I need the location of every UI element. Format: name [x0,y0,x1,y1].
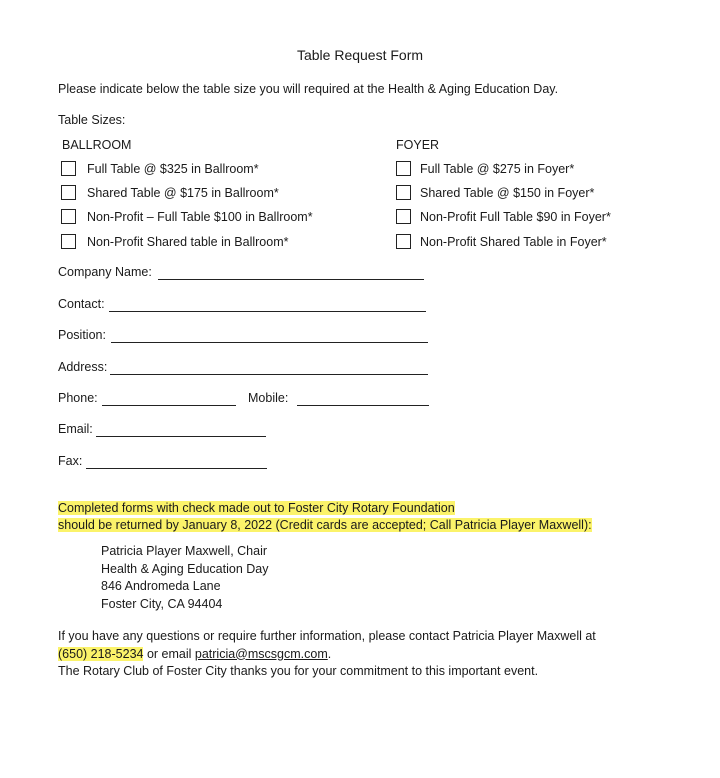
fax-field[interactable] [86,468,267,469]
address-line-4: Foster City, CA 94404 [101,596,223,611]
page-title: Table Request Form [296,47,424,63]
foyer-nonprofit-full-label: Non-Profit Full Table $90 in Foyer* [420,210,611,224]
ballroom-nonprofit-full-label: Non-Profit – Full Table $100 in Ballroom* [87,210,313,224]
ballroom-heading: BALLROOM [62,138,132,152]
ballroom-full-label: Full Table @ $325 in Ballroom* [87,162,259,176]
address-line-2: Health & Aging Education Day [101,561,269,576]
footer-text [58,628,596,681]
foyer-shared-label: Shared Table @ $150 in Foyer* [420,186,595,200]
mailing-address [101,543,268,613]
footer-period: . [327,646,332,661]
contact-field[interactable] [109,311,426,312]
foyer-heading: FOYER [396,138,440,152]
ballroom-full-checkbox[interactable] [61,161,76,176]
intro-text: Please indicate below the table size you will required at the Health & Aging Education Day. [58,82,559,96]
foyer-shared-checkbox[interactable] [396,185,411,200]
return-notice [58,500,592,534]
ballroom-shared-label: Shared Table @ $175 in Ballroom* [87,186,279,200]
ballroom-shared-checkbox[interactable] [61,185,76,200]
footer-line-1: If you have any questions or require further information, please contact Patricia Player Maxwell at [58,629,596,643]
foyer-nonprofit-shared-checkbox[interactable] [396,234,411,249]
email-field[interactable] [96,436,266,437]
table-sizes-label: Table Sizes: [58,113,126,127]
company-name-label: Company Name: [58,265,152,279]
position-label: Position: [58,328,106,342]
contact-phone: (650) 218-5234 [58,646,144,661]
footer-line-2 [58,646,596,664]
company-name-field[interactable] [158,279,424,280]
footer-line-3: The Rotary Club of Foster City thanks you for your commitment to this important event. [58,664,539,678]
address-line-1: Patricia Player Maxwell, Chair [101,544,268,558]
address-field[interactable] [110,374,428,375]
or-email-text: or email [143,646,195,661]
foyer-nonprofit-full-checkbox[interactable] [396,209,411,224]
mobile-label: Mobile: [248,391,289,405]
email-label: Email: [58,422,93,436]
notice-line-1: Completed forms with check made out to Foster City Rotary Foundation [58,501,455,515]
ballroom-nonprofit-full-checkbox[interactable] [61,209,76,224]
contact-email-link[interactable]: patricia@mscsgcm.com [194,646,328,661]
notice-line-2: should be returned by January 8, 2022 (Credit cards are accepted; Call Patricia Player Maxwell): [58,518,592,532]
phone-field[interactable] [102,405,236,406]
foyer-nonprofit-shared-label: Non-Profit Shared Table in Foyer* [420,235,607,249]
foyer-full-checkbox[interactable] [396,161,411,176]
address-line-3: 846 Andromeda Lane [101,579,221,593]
phone-label: Phone: [58,391,98,405]
mobile-field[interactable] [297,405,429,406]
ballroom-nonprofit-shared-label: Non-Profit Shared table in Ballroom* [87,235,289,249]
ballroom-nonprofit-shared-checkbox[interactable] [61,234,76,249]
fax-label: Fax: [58,454,83,468]
position-field[interactable] [111,342,428,343]
contact-label: Contact: [58,297,105,311]
address-label: Address: [58,360,108,374]
foyer-full-label: Full Table @ $275 in Foyer* [420,162,575,176]
